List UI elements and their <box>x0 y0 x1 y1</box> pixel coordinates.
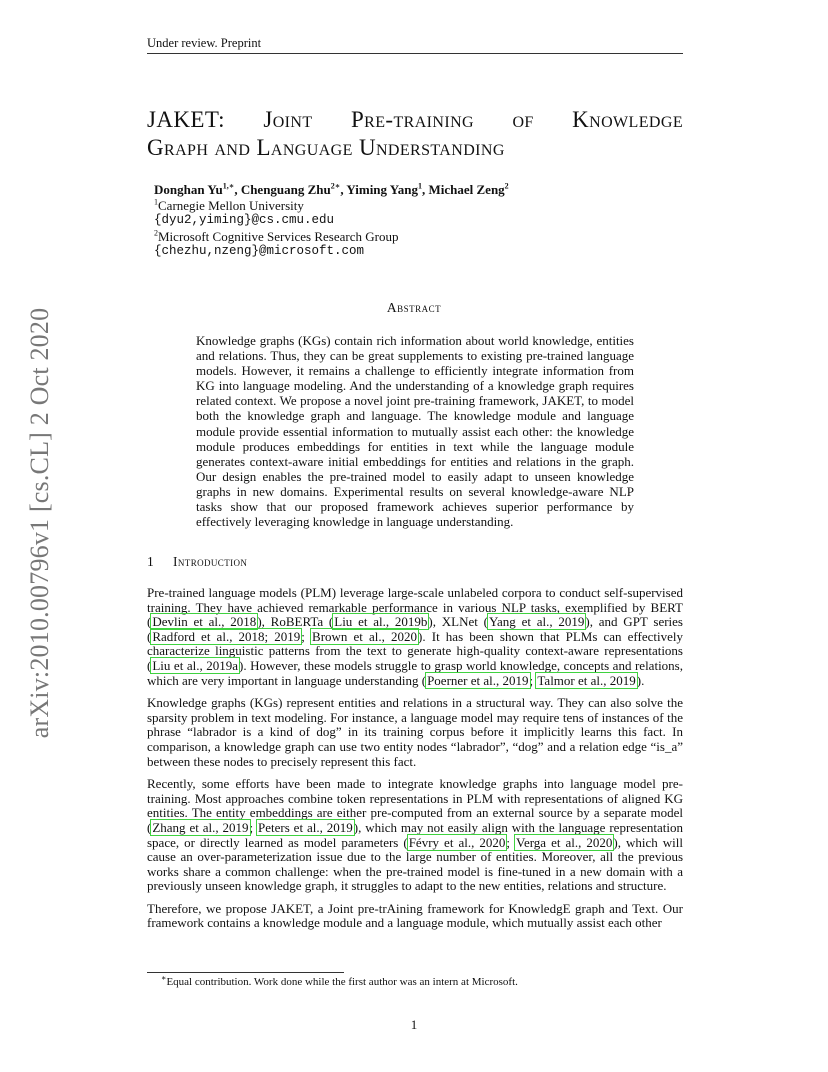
text-run: ), which may not easily align with the language representation space, or directly learned as model parameters ( <box>147 819 683 850</box>
page-number: 1 <box>410 1017 418 1032</box>
text-run: ), XLNet ( <box>428 614 488 630</box>
email-1: {dyu2,yiming}@cs.cmu.edu <box>154 213 335 227</box>
paragraph-4: Therefore, we propose JAKET, a Joint pre-trAining framework for KnowledgE graph and Text. Our framework contains a knowledge module and a language module, which mutually assist each other <box>147 900 683 931</box>
citation-link[interactable]: Yang et al., 2019 <box>488 614 585 630</box>
title-word: of <box>512 107 534 132</box>
author-name: Chenguang Zhu <box>240 182 331 197</box>
footnote-rule <box>147 972 344 973</box>
author-name: Donghan Yu <box>154 182 223 197</box>
text-run: ; <box>249 819 258 835</box>
text-run: ; <box>506 834 515 850</box>
author-affil-mark: 1,∗ <box>222 181 235 191</box>
footnote <box>161 973 518 988</box>
title-line-1 <box>147 106 683 134</box>
section-body <box>147 586 683 939</box>
citation-link[interactable]: Févry et al., 2020 <box>408 834 506 850</box>
citation-link[interactable]: Zhang et al., 2019 <box>152 819 249 835</box>
affiliation-1 <box>154 198 509 214</box>
text-run: ). <box>636 672 645 688</box>
title-word: JAKET: <box>147 107 225 132</box>
paper-title <box>147 106 683 162</box>
title-line-2: Graph and Language Understanding <box>147 135 505 160</box>
author-name: Yiming Yang <box>346 182 418 197</box>
affil-name: Microsoft Cognitive Services Research Group <box>158 228 399 244</box>
text-run: Recently, some efforts have been made to integrate knowledge graphs into language model pre-training. Most approaches combine token representations in PLM with representations of aligned KG entities. The entity embeddings are either pre-computed from an external source by a separate model ( <box>147 776 683 835</box>
title-word: Joint <box>263 107 313 132</box>
paragraph-3 <box>147 777 683 894</box>
text-run: Pre-trained language models (PLM) leverage large-scale unlabeled corpora to conduct self-supervised training. They have achieved remarkable performance in various NLP tasks, exemplified by BERT ( <box>147 585 683 630</box>
title-word: Pre-training <box>350 107 474 132</box>
arxiv-id-text: arXiv:2010.00796v1 [cs.CL] 2 Oct 2020 <box>25 307 54 738</box>
affil-number: 2 <box>154 228 158 238</box>
citation-link[interactable]: Radford et al., 2018; 2019 <box>152 628 301 644</box>
author-block <box>154 182 509 260</box>
author-name: Michael Zeng <box>428 182 505 197</box>
text-run: ; <box>529 672 537 688</box>
section-number: 1 <box>147 554 155 569</box>
text-run: ), which will cause an over-parameterization issue due to the large number of entities. Moreover, all the previous works share a common challenge: when the pre-trained model is fine-tuned in a new domain with a previously unseen knowledge graph, it struggles to adapt to the new entities, relations and structure. <box>147 834 684 894</box>
footnote-mark: ∗ <box>161 973 167 983</box>
citation-link[interactable]: Talmor et al., 2019 <box>537 672 636 688</box>
text-run: ). It has been shown that PLMs can effectively characterize linguistic patterns from the text to generate high-quality context-aware representations ( <box>147 628 683 673</box>
author-names: Donghan $Yu^{1,∗}$, Chenguang Zhu$^{2∗}$, Yiming Yang$^1$, Michael Zeng$^2$ <box>154 181 509 197</box>
affiliation-2 <box>154 229 509 245</box>
citation-link[interactable]: Peters et al., 2019 <box>258 819 353 835</box>
arxiv-identifier <box>20 295 60 750</box>
title-word: Knowledge <box>572 107 683 132</box>
paragraph-1 <box>147 586 683 688</box>
citation-link[interactable]: Verga et al., 2020 <box>516 834 613 850</box>
text-run: ), and GPT series ( <box>147 614 683 644</box>
running-header: Under review. Preprint <box>147 36 683 54</box>
citation-link[interactable]: Devlin et al., 2018 <box>152 614 257 630</box>
paragraph-2: Knowledge graphs (KGs) represent entities and relations in a structural way. They can also solve the sparsity problem in text modeling. For instance, a language model may require tens of instances of the phrase “labrador is a kind of dog” in its training corpus before it implicitly learns this fact. In comparison, a knowledge graph can use two entity nodes “labrador”, “dog” and a relation edge “is_a” between these nodes to precisely represent this fact. <box>147 695 683 769</box>
citation-link[interactable]: Liu et al., 2019a <box>152 657 238 673</box>
text-run: ), RoBERTa ( <box>257 614 334 630</box>
affil-number: 1 <box>154 197 158 207</box>
author-affil-mark: 1 <box>417 181 422 191</box>
citation-link[interactable]: Liu et al., 2019b <box>334 614 428 630</box>
section-title: Introduction <box>173 554 248 569</box>
affil-name: Carnegie Mellon University <box>158 197 304 213</box>
abstract-text: Knowledge graphs (KGs) contain rich information about world knowledge, entities and relations. Thus, they can be great supplements to existing pre-trained language models. However, it remains a challenge to efficiently integrate information from KG into language modeling. And the understanding of a knowledge graph requires related context. We propose a novel joint pre-training framework, JAKET, to model both the knowledge graph and language. The knowledge module and language module provide essential information to mutually assist each other: the knowledge module produces embeddings for entities in text while the language module generates context-aware initial embeddings for entities and relations in the graph. Our design enables the pre-trained model to easily adapt to unseen knowledge graphs in new domains. Experimental results on several knowledge-aware NLP tasks show that our proposed framework achieves superior performance by effectively leveraging knowledge in language understanding. <box>196 333 634 530</box>
section-heading <box>147 554 247 570</box>
citation-link[interactable]: Poerner et al., 2019 <box>427 672 529 688</box>
citation-link[interactable]: Brown et al., 2020 <box>312 628 418 644</box>
abstract-heading: Abstract <box>386 300 442 315</box>
email-2: {chezhu,nzeng}@microsoft.com <box>154 244 365 258</box>
author-affil-mark: 2∗ <box>330 181 341 191</box>
text-run: ). However, these models struggle to grasp world knowledge, concepts and relations, which are very important in language understanding ( <box>147 657 683 688</box>
author-affil-mark: 2 <box>504 181 509 191</box>
footnote-text: Equal contribution. Work done while the first author was an intern at Microsoft. <box>166 976 518 988</box>
text-run: ; <box>301 628 312 644</box>
